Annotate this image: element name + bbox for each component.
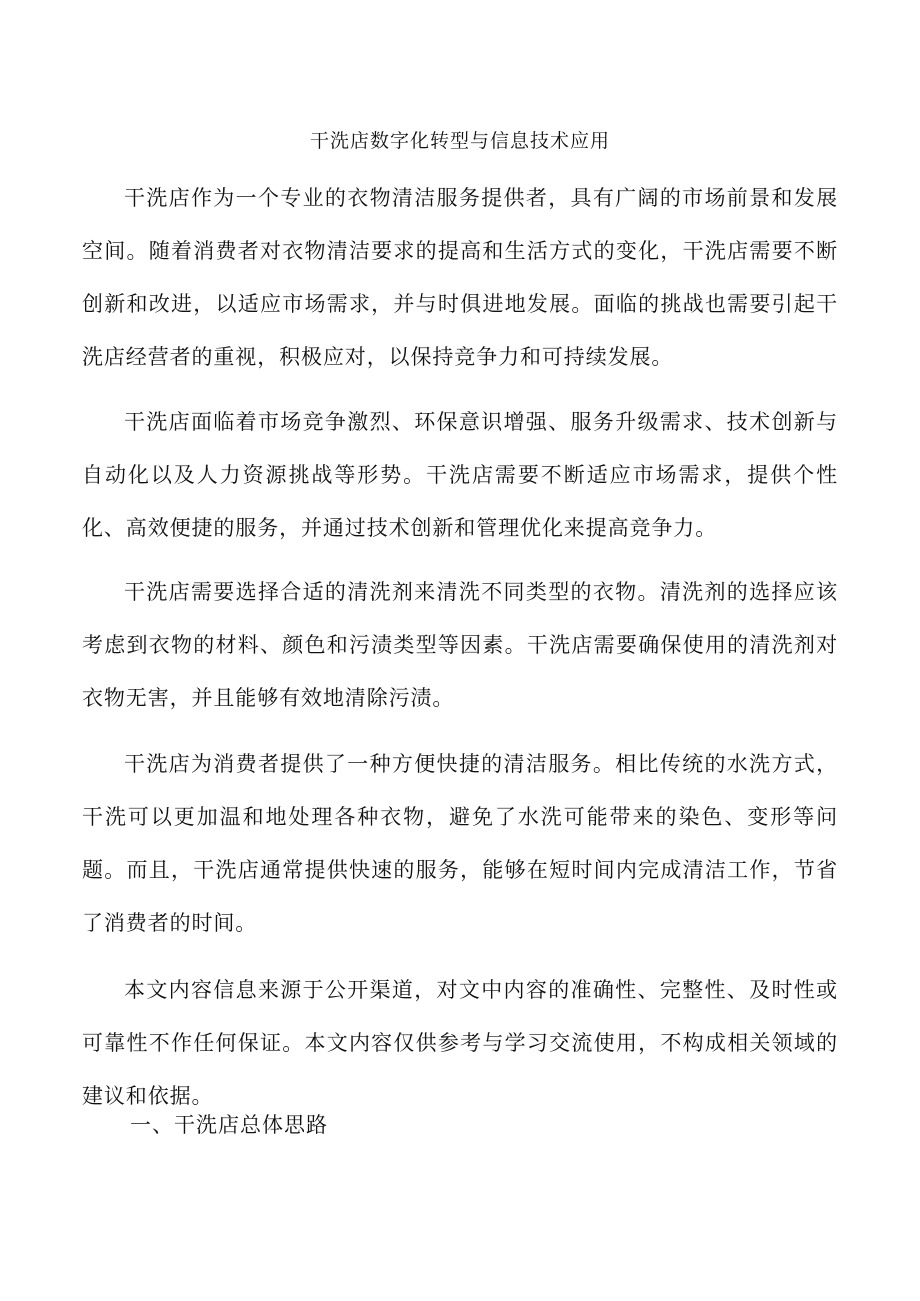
paragraph-detergent: 干洗店需要选择合适的清洗剂来清洗不同类型的衣物。清洗剂的选择应该考虑到衣物的材料、颜色和污渍类型等因素。干洗店需要确保使用的清洗剂对衣物无害，并且能够有效地清除污渍。 [82,580,838,710]
section-heading: 一、干洗店总体思路 [130,1113,328,1137]
document-title: 干洗店数字化转型与信息技术应用 [309,130,610,152]
paragraph-disclaimer: 本文内容信息来源于公开渠道，对文中内容的准确性、完整性、及时性或可靠性不作任何保证。本文内容仅供参考与学习交流使用，不构成相关领域的建议和依据。 [82,978,838,1108]
paragraph-service: 干洗店为消费者提供了一种方便快捷的清洁服务。相比传统的水洗方式，干洗可以更加温和地处理各种衣物，避免了水洗可能带来的染色、变形等问题。而且，干洗店通常提供快速的服务，能够在短时间内完成清洁工作，节省了消费者的时间。 [82,752,838,935]
paragraph-intro: 干洗店作为一个专业的衣物清洁服务提供者，具有广阔的市场前景和发展空间。随着消费者对衣物清洁要求的提高和生活方式的变化，干洗店需要不断创新和改进，以适应市场需求，并与时俱进地发展。面临的挑战也需要引起干洗店经营者的重视，积极应对，以保持竞争力和可持续发展。 [82,186,838,369]
paragraph-situation: 干洗店面临着市场竞争激烈、环保意识增强、服务升级需求、技术创新与自动化以及人力资源挑战等形势。干洗店需要不断适应市场需求，提供个性化、高效便捷的服务，并通过技术创新和管理优化来提高竞争力。 [82,410,838,540]
